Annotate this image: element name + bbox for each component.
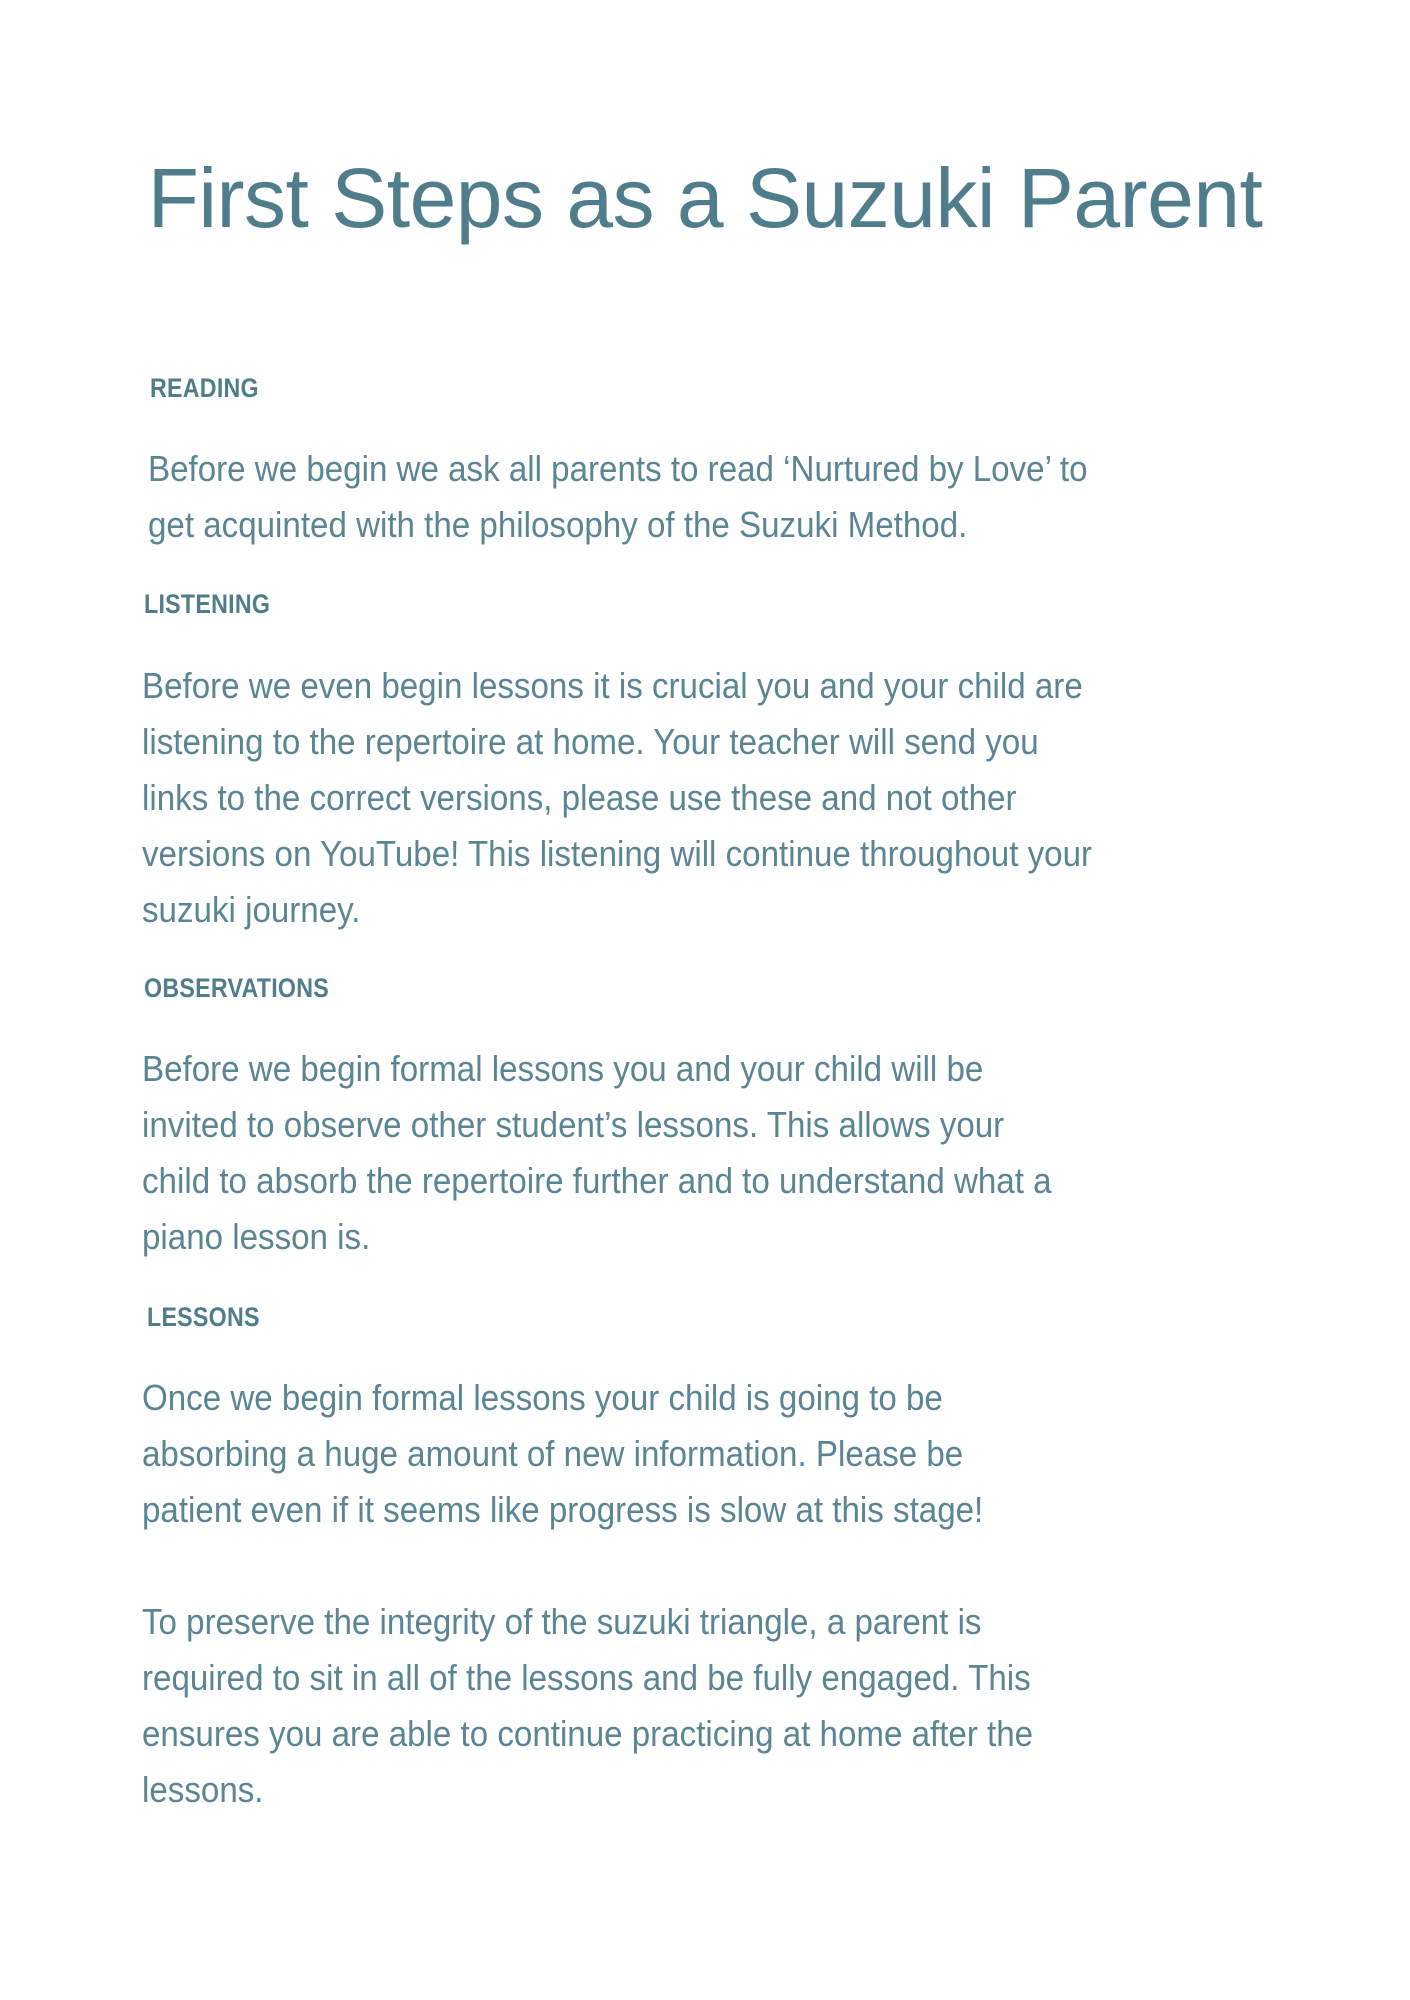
paragraph-line: absorbing a huge amount of new information. Please be	[142, 1433, 964, 1474]
paragraph-line: Before we begin we ask all parents to read ‘Nurtured by Love’ to	[148, 448, 1088, 489]
paragraph-line: suzuki journey.	[142, 889, 361, 930]
section-heading-reading: READING	[150, 373, 259, 403]
paragraph-line: listening to the repertoire at home. Your teacher will send you	[142, 721, 1039, 762]
paragraph-line: child to absorb the repertoire further and to understand what a	[142, 1160, 1052, 1201]
paragraph-line: Once we begin formal lessons your child is going to be	[142, 1377, 943, 1418]
paragraph-line: To preserve the integrity of the suzuki triangle, a parent is	[142, 1601, 982, 1642]
paragraph-line: lessons.	[142, 1769, 264, 1810]
paragraph-line: versions on YouTube! This listening will continue throughout your	[142, 833, 1093, 874]
section-heading-observations: OBSERVATIONS	[144, 973, 330, 1003]
page-title: First Steps as a Suzuki Parent	[147, 151, 1263, 245]
section-paragraph-lessons-2	[142, 1594, 1209, 1818]
paragraph-line: required to sit in all of the lessons and be fully engaged. This	[142, 1657, 1031, 1698]
paragraph-line: Before we even begin lessons it is crucial you and your child are	[142, 665, 1083, 706]
paragraph-line: Before we begin formal lessons you and your child will be	[142, 1048, 984, 1089]
paragraph-line: patient even if it seems like progress is slow at this stage!	[142, 1489, 984, 1530]
section-paragraph-lessons	[142, 1370, 1209, 1538]
paragraph-line: piano lesson is.	[142, 1216, 371, 1257]
paragraph-line: get acquinted with the philosophy of the Suzuki Method.	[148, 504, 968, 545]
section-paragraph-listening	[142, 658, 1209, 938]
section-paragraph-observations	[142, 1041, 1209, 1265]
section-heading-lessons: LESSONS	[147, 1302, 260, 1332]
section-heading-listening: LISTENING	[144, 589, 271, 619]
paragraph-line: links to the correct versions, please use these and not other	[142, 777, 1017, 818]
paragraph-line: ensures you are able to continue practicing at home after the	[142, 1713, 1034, 1754]
paragraph-line: invited to observe other student’s lessons. This allows your	[142, 1104, 1005, 1145]
section-paragraph-reading	[148, 441, 1215, 553]
